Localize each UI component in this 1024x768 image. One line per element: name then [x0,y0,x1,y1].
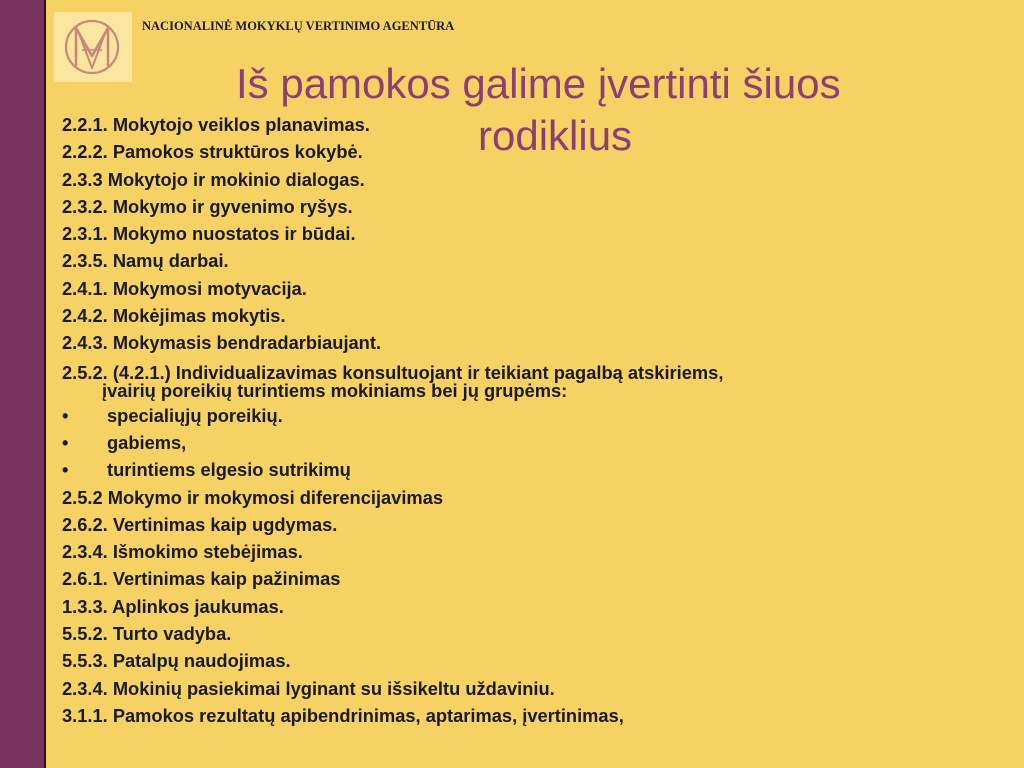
list-item: 2.3.3 Mokytojo ir mokinio dialogas. [62,168,365,190]
list-item: 1.3.3. Aplinkos jaukumas. [62,595,284,617]
bullet-text: gabiems, [107,431,187,453]
list-item: 2.6.2. Vertinimas kaip ugdymas. [62,513,338,535]
list-item [62,357,942,402]
list-item: 2.3.2. Mokymo ir gyvenimo ryšys. [62,195,353,217]
list-item: 2.4.3. Mokymasis bendradarbiaujant. [62,332,382,354]
logo [54,12,132,82]
bullet-icon: • [62,459,69,481]
list-item-line-1: 2.5.2. (4.2.1.) Individualizavimas konsultuojant ir teikiant pagalbą atskiriems, [62,361,724,383]
list-item: 2.6.1. Vertinimas kaip pažinimas [62,568,341,590]
agency-name: NACIONALINĖ MOKYKLŲ VERTINIMO AGENTŪRA [142,19,455,33]
bullet-text: specialiųjų poreikių. [107,404,283,426]
list-item: 5.5.3. Patalpų naudojimas. [62,650,291,672]
bullet-item [62,456,942,483]
bullet-text: turintiems elgesio sutrikimų [107,459,351,481]
bullet-item [62,402,942,429]
list-item: 2.2.1. Mokytojo veiklos planavimas. [62,114,370,135]
bullet-item [62,429,942,456]
list-item: 2.3.1. Mokymo nuostatos ir būdai. [62,223,356,245]
nmva-logo-icon [54,12,132,82]
list-item: 5.5.2. Turto vadyba. [62,623,232,645]
title-line-2: rodiklius [478,112,633,159]
list-item: 2.3.5. Namų darbai. [62,250,229,272]
side-bar [0,0,46,768]
list-item: 2.2.2. Pamokos struktūros kokybė. [62,141,363,163]
list-item: 3.1.1. Pamokos rezultatų apibendrinimas, aptarimas, įvertinimas, [62,704,624,726]
indicator-list [62,111,942,729]
list-item: 2.4.2. Mokėjimas mokytis. [62,305,286,327]
list-item: 2.4.1. Mokymosi motyvacija. [62,277,307,299]
list-item: 2.5.2 Mokymo ir mokymosi diferencijavimas [62,486,444,508]
title-line-1: Iš pamokos galime įvertinti šiuos [236,60,841,107]
list-item-line-2: įvairių poreikių turintiems mokiniams bei jų grupėms: [102,379,568,401]
list-item: 2.3.4. Išmokimo stebėjimas. [62,541,303,563]
list-item: 2.3.4. Mokinių pasiekimai lyginant su išsikeltu uždaviniu. [62,677,555,699]
bullet-icon: • [62,431,69,453]
bullet-icon: • [62,404,69,426]
